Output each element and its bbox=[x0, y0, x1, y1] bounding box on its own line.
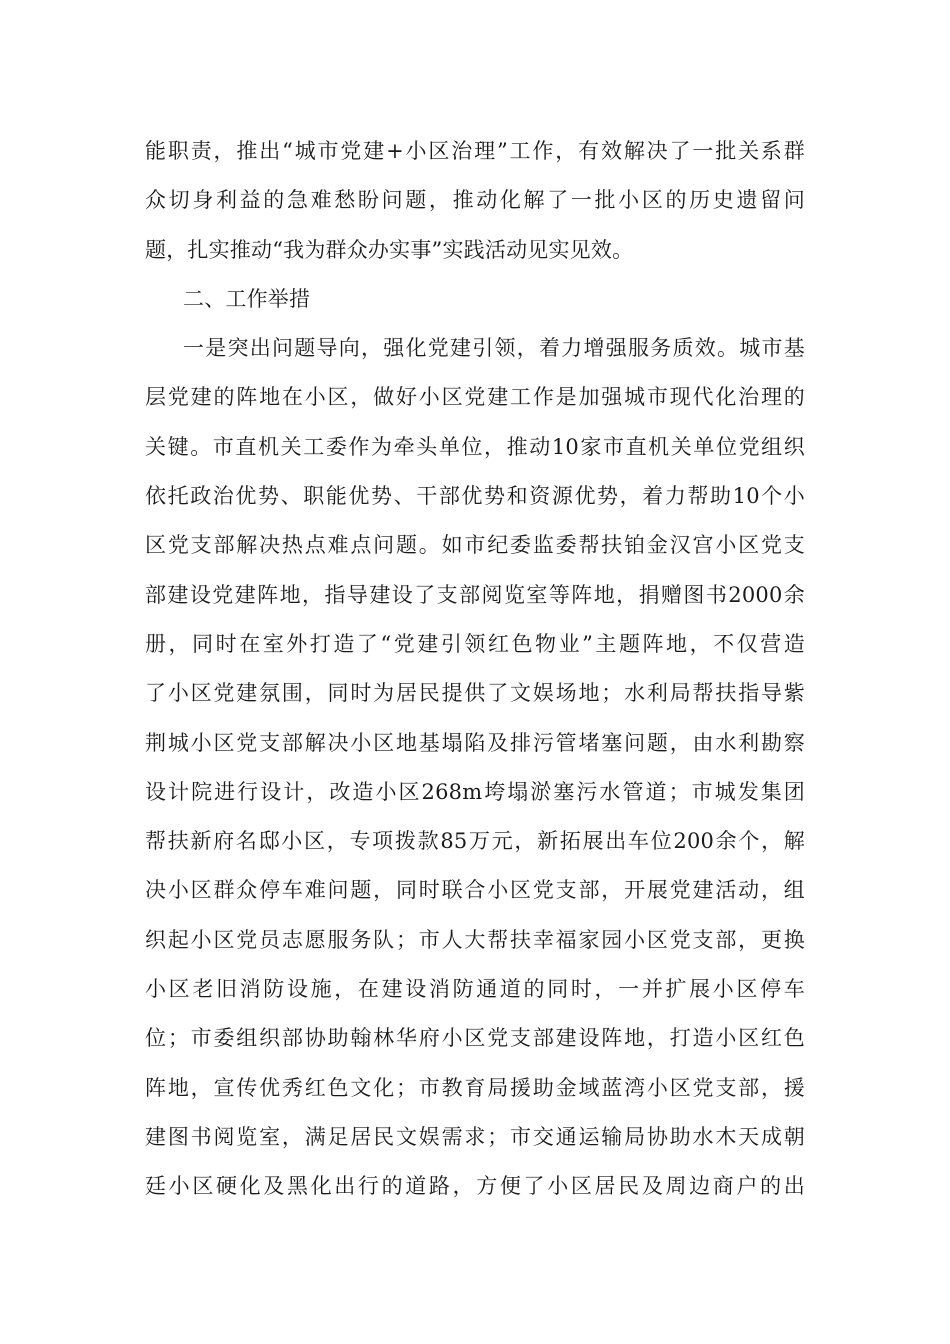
text-line: 位；市委组织部协助翰林华府小区党支部建设阵地，打造小区红色 bbox=[145, 1026, 805, 1051]
text-line: 阵地，宣传优秀红色文化；市教育局援助金域蓝湾小区党支部，援 bbox=[145, 1075, 805, 1100]
text-line: 题，扎实推动“我为群众办实事”实践活动见实见效。 bbox=[145, 237, 634, 262]
text-line: 能职责，推出“城市党建+小区治理”工作，有效解决了一批关系群 bbox=[145, 139, 805, 163]
text-line: 荆城小区党支部解决小区地基塌陷及排污管堵塞问题，由水利勘察 bbox=[145, 730, 805, 755]
text-line: 部建设党建阵地，指导建设了支部阅览室等阵地，捐赠图书2000余 bbox=[145, 582, 805, 607]
text-line: 帮扶新府名邸小区，专项拨款85万元，新拓展出车位200余个，解 bbox=[145, 829, 805, 854]
text-line: 众切身利益的急难愁盼问题，推动化解了一批小区的历史遗留问 bbox=[145, 188, 805, 213]
text-line: 廷小区硬化及黑化出行的道路，方便了小区居民及周边商户的出 bbox=[145, 1174, 805, 1199]
text-line: 小区老旧消防设施，在建设消防通道的同时，一并扩展小区停车 bbox=[145, 977, 805, 1002]
text-line: 关键。市直机关工委作为牵头单位，推动10家市直机关单位党组织 bbox=[145, 434, 805, 459]
text-line: 了小区党建氛围，同时为居民提供了文娱场地；水利局帮扶指导紫 bbox=[145, 681, 805, 706]
text-line: 册，同时在室外打造了“党建引领红色物业”主题阵地，不仅营造 bbox=[145, 631, 805, 656]
text-line: 建图书阅览室，满足居民文娱需求；市交通运输局协助水木天成朝 bbox=[145, 1124, 805, 1149]
section-heading: 二、工作举措 bbox=[183, 286, 311, 311]
text-line: 层党建的阵地在小区，做好小区党建工作是加强城市现代化治理的 bbox=[145, 385, 805, 410]
document-page bbox=[145, 127, 805, 1212]
text-line: 依托政治优势、职能优势、干部优势和资源优势，着力帮助10个小 bbox=[145, 484, 805, 509]
text-line: 设计院进行设计，改造小区268m垮塌淤塞污水管道；市城发集团 bbox=[145, 779, 805, 804]
text-line: 织起小区党员志愿服务队；市人大帮扶幸福家园小区党支部，更换 bbox=[145, 927, 805, 952]
text-line: 一是突出问题导向，强化党建引领，着力增强服务质效。城市基 bbox=[183, 336, 805, 361]
text-line: 区党支部解决热点难点问题。如市纪委监委帮扶铂金汉宫小区党支 bbox=[145, 533, 805, 558]
text-line: 决小区群众停车难问题，同时联合小区党支部，开展党建活动，组 bbox=[145, 878, 805, 903]
